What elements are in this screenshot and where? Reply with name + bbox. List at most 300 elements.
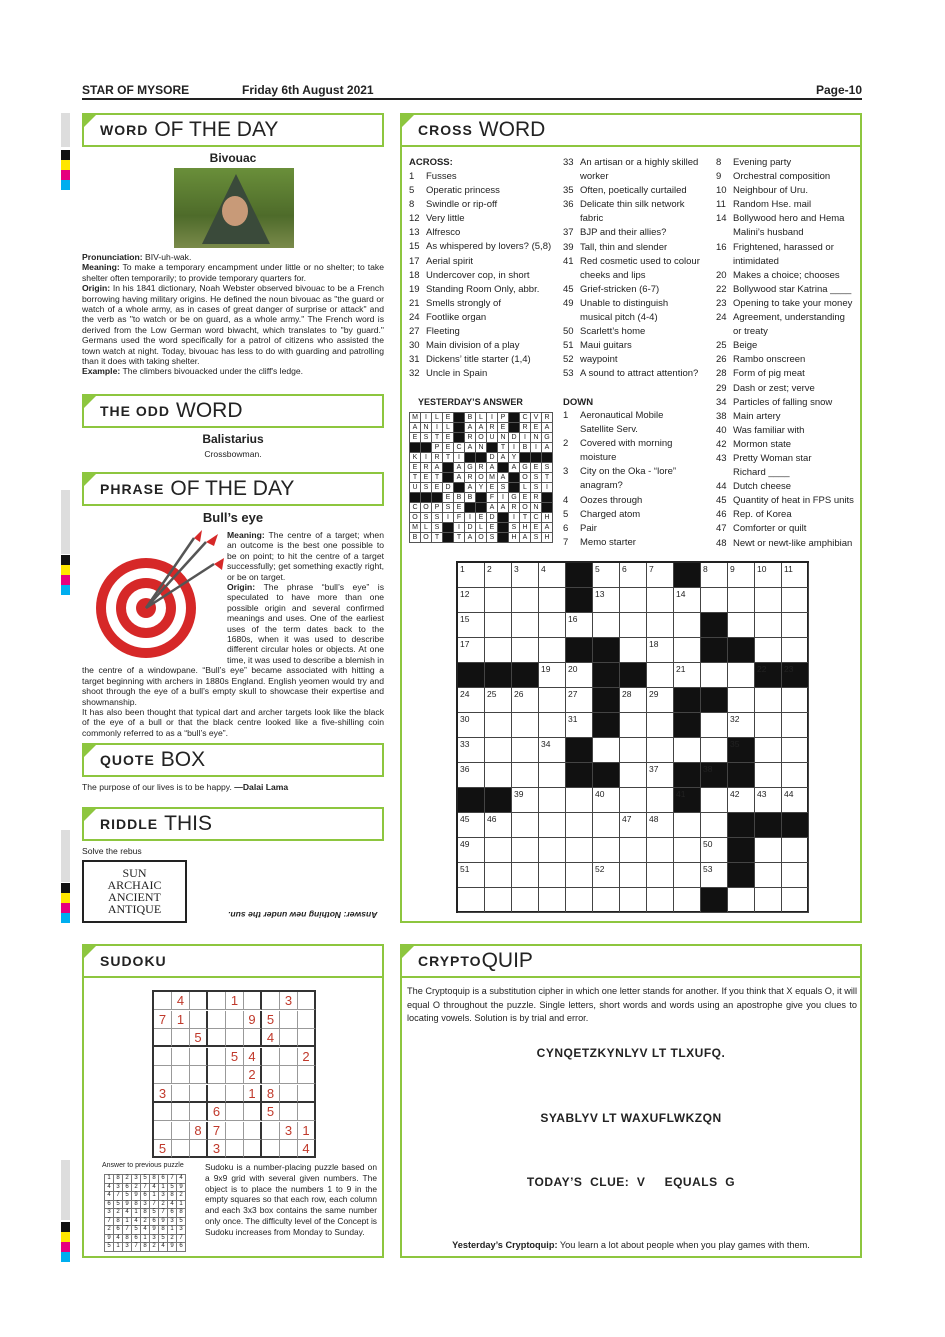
clue-text: Quantity of heat in FPS units xyxy=(733,495,854,507)
grid-cell[interactable] xyxy=(512,863,539,888)
cell-number: 5 xyxy=(595,564,600,574)
sudoku-cell[interactable]: 7 xyxy=(208,1122,226,1140)
sudoku-cell[interactable]: 7 xyxy=(154,1011,172,1029)
clue xyxy=(563,226,713,240)
grid-cell[interactable] xyxy=(539,738,566,763)
grid-cell[interactable] xyxy=(647,738,674,763)
grid-cell[interactable] xyxy=(539,838,566,863)
grid-cell[interactable] xyxy=(566,888,593,913)
clue-text: Dickens’ title starter (1,4) xyxy=(426,354,531,366)
grid-cell[interactable] xyxy=(566,813,593,838)
grid-cell[interactable] xyxy=(782,863,809,888)
answer-cell: S xyxy=(498,483,509,493)
black-cell xyxy=(674,788,701,813)
sudoku-cell[interactable]: 2 xyxy=(298,1048,316,1066)
sudoku-cell[interactable] xyxy=(190,992,208,1010)
grid-cell[interactable] xyxy=(755,588,782,613)
grid-cell[interactable] xyxy=(485,688,512,713)
clue-text: Rambo onscreen xyxy=(733,354,806,366)
grid-cell[interactable] xyxy=(755,838,782,863)
grid-cell[interactable] xyxy=(782,838,809,863)
grid-cell[interactable] xyxy=(539,788,566,813)
grid-cell[interactable] xyxy=(620,588,647,613)
clue-number: 24 xyxy=(409,311,420,323)
grid-cell[interactable] xyxy=(458,613,485,638)
sudoku-cell[interactable] xyxy=(280,1011,298,1029)
grid-cell[interactable] xyxy=(674,613,701,638)
sudoku-cell[interactable] xyxy=(262,1066,280,1084)
answer-cell: I xyxy=(509,443,520,453)
black-cell xyxy=(512,663,539,688)
sudoku-cell[interactable]: 2 xyxy=(244,1066,262,1084)
sudoku-cell[interactable] xyxy=(226,1066,244,1084)
sudoku-cell[interactable] xyxy=(244,1103,262,1121)
sudoku-cell[interactable]: 5 xyxy=(154,1140,172,1158)
grid-cell[interactable] xyxy=(458,888,485,913)
grid-cell[interactable] xyxy=(647,888,674,913)
grid-cell[interactable] xyxy=(620,688,647,713)
grid-cell[interactable] xyxy=(755,563,782,588)
answer-cell: A xyxy=(454,463,465,473)
grid-cell[interactable] xyxy=(620,788,647,813)
grid-cell[interactable] xyxy=(593,738,620,763)
answer-cell: 8 xyxy=(168,1192,177,1201)
grid-cell[interactable] xyxy=(755,738,782,763)
sudoku-cell[interactable] xyxy=(298,1066,316,1084)
grid-cell[interactable] xyxy=(458,738,485,763)
grid-cell[interactable] xyxy=(512,713,539,738)
answer-cell: G xyxy=(542,433,553,443)
grid-cell[interactable] xyxy=(620,563,647,588)
grid-cell[interactable] xyxy=(512,688,539,713)
grid-cell[interactable] xyxy=(458,563,485,588)
grid-cell[interactable] xyxy=(485,713,512,738)
grid-cell[interactable] xyxy=(620,838,647,863)
sudoku-cell[interactable] xyxy=(226,1085,244,1103)
sudoku-cell[interactable] xyxy=(190,1048,208,1066)
grid-cell[interactable] xyxy=(782,713,809,738)
grid-cell[interactable] xyxy=(728,663,755,688)
answer-cell: 4 xyxy=(105,1192,114,1201)
cell-number: 2 xyxy=(487,564,492,574)
sudoku-cell[interactable]: 4 xyxy=(262,1029,280,1047)
grid-cell[interactable] xyxy=(566,788,593,813)
answer-cell: A xyxy=(520,533,531,543)
grid-cell[interactable] xyxy=(647,863,674,888)
grid-cell[interactable] xyxy=(512,763,539,788)
clue-number: 12 xyxy=(409,213,420,225)
answer-cell: P xyxy=(432,443,443,453)
grid-cell[interactable] xyxy=(782,613,809,638)
grid-cell[interactable] xyxy=(566,838,593,863)
grid-cell[interactable] xyxy=(485,888,512,913)
sudoku-cell[interactable] xyxy=(226,1029,244,1047)
sudoku-cell[interactable] xyxy=(262,992,280,1010)
sudoku-cell[interactable]: 8 xyxy=(262,1085,280,1103)
grid-cell[interactable] xyxy=(620,863,647,888)
grid-cell[interactable] xyxy=(647,688,674,713)
grid-cell[interactable] xyxy=(593,813,620,838)
sudoku-cell[interactable] xyxy=(298,1085,316,1103)
grid-cell[interactable] xyxy=(647,613,674,638)
grid-cell[interactable] xyxy=(512,788,539,813)
grid-cell[interactable] xyxy=(674,738,701,763)
answer-cell: T xyxy=(432,473,443,483)
grid-cell[interactable] xyxy=(782,563,809,588)
grid-cell[interactable] xyxy=(512,738,539,763)
sudoku-cell[interactable] xyxy=(190,1085,208,1103)
grid-cell[interactable] xyxy=(647,588,674,613)
sudoku-cell[interactable] xyxy=(298,1011,316,1029)
clue-text: waypoint xyxy=(580,354,618,366)
grid-cell[interactable] xyxy=(728,613,755,638)
grid-cell[interactable] xyxy=(647,563,674,588)
clue-number: 1 xyxy=(409,171,415,182)
grid-cell[interactable] xyxy=(701,838,728,863)
cell-number: 38 xyxy=(703,764,713,774)
grid-cell[interactable] xyxy=(566,688,593,713)
grid-cell[interactable] xyxy=(755,788,782,813)
grid-cell[interactable] xyxy=(782,888,809,913)
sudoku-cell[interactable]: 1 xyxy=(244,1085,262,1103)
clue-number xyxy=(563,212,580,226)
black-cell xyxy=(485,663,512,688)
cell-number: 47 xyxy=(622,814,632,824)
clue-text: Dash or zest; verve xyxy=(733,382,815,394)
grid-cell[interactable] xyxy=(647,763,674,788)
grid-cell[interactable] xyxy=(539,588,566,613)
sudoku-cell[interactable]: 5 xyxy=(262,1103,280,1121)
sudoku-cell[interactable]: 1 xyxy=(226,992,244,1010)
clue xyxy=(563,325,713,339)
answer-cell: D xyxy=(509,433,520,443)
sudoku-cell[interactable] xyxy=(298,1029,316,1047)
sudoku-cell[interactable]: 4 xyxy=(298,1140,316,1158)
grid-cell[interactable] xyxy=(674,838,701,863)
sudoku-cell[interactable] xyxy=(280,1029,298,1047)
grid-cell[interactable] xyxy=(539,888,566,913)
grid-cell[interactable] xyxy=(782,588,809,613)
sudoku-cell[interactable] xyxy=(298,992,316,1010)
grid-cell[interactable] xyxy=(458,713,485,738)
clue xyxy=(716,269,861,283)
page-number: Page-10 xyxy=(815,83,862,97)
grid-cell[interactable] xyxy=(566,613,593,638)
grid-cell[interactable] xyxy=(458,763,485,788)
sudoku-cell[interactable]: 4 xyxy=(172,992,190,1010)
grid-cell[interactable] xyxy=(755,688,782,713)
grid-cell[interactable] xyxy=(512,813,539,838)
grid-cell[interactable] xyxy=(755,613,782,638)
answer-cell: 5 xyxy=(177,1217,186,1226)
grid-cell[interactable] xyxy=(593,863,620,888)
sudoku-cell[interactable] xyxy=(154,1066,172,1084)
grid-cell[interactable] xyxy=(674,663,701,688)
sudoku-cell[interactable] xyxy=(226,1011,244,1029)
grid-cell[interactable] xyxy=(782,788,809,813)
grid-cell[interactable] xyxy=(593,788,620,813)
sudoku-cell[interactable] xyxy=(190,1066,208,1084)
black-cell xyxy=(566,738,593,763)
sudoku-cell[interactable] xyxy=(208,1085,226,1103)
grid-cell[interactable] xyxy=(539,813,566,838)
answer-cell xyxy=(410,443,421,453)
grid-cell[interactable] xyxy=(620,888,647,913)
answer-cell: 8 xyxy=(177,1209,186,1218)
sudoku-cell[interactable] xyxy=(172,1029,190,1047)
clue-text: Mormon state xyxy=(733,438,792,450)
sudoku-cell[interactable] xyxy=(154,1103,172,1121)
grid-cell[interactable] xyxy=(782,688,809,713)
sudoku-cell[interactable] xyxy=(190,1011,208,1029)
grid-cell[interactable] xyxy=(620,613,647,638)
grid-cell[interactable] xyxy=(647,788,674,813)
sudoku-cell[interactable]: 3 xyxy=(154,1085,172,1103)
sudoku-cell[interactable] xyxy=(244,1140,262,1158)
grid-cell[interactable] xyxy=(701,738,728,763)
sudoku-cell[interactable] xyxy=(280,1066,298,1084)
grid-cell[interactable] xyxy=(566,863,593,888)
sudoku-cell[interactable] xyxy=(244,992,262,1010)
cell-number: 31 xyxy=(568,714,578,724)
cell-number: 13 xyxy=(595,589,605,599)
grid-cell[interactable] xyxy=(728,888,755,913)
sudoku-cell[interactable]: 3 xyxy=(208,1140,226,1158)
clue xyxy=(409,198,559,212)
grid-cell[interactable] xyxy=(647,838,674,863)
sudoku-cell[interactable]: 6 xyxy=(208,1103,226,1121)
grid-cell[interactable] xyxy=(539,863,566,888)
sudoku-cell[interactable] xyxy=(172,1048,190,1066)
sudoku-cell[interactable]: 1 xyxy=(298,1122,316,1140)
grid-cell[interactable] xyxy=(485,838,512,863)
clue-number: 52 xyxy=(563,354,574,366)
grid-cell[interactable] xyxy=(458,863,485,888)
cell-number: 46 xyxy=(487,814,497,824)
clue-text: Very little xyxy=(426,213,465,225)
grid-cell[interactable] xyxy=(566,663,593,688)
grid-cell[interactable] xyxy=(512,888,539,913)
grid-cell[interactable] xyxy=(620,713,647,738)
grid-cell[interactable] xyxy=(755,763,782,788)
grid-cell[interactable] xyxy=(485,763,512,788)
grid-cell[interactable] xyxy=(647,813,674,838)
grid-cell[interactable] xyxy=(485,563,512,588)
grid-cell[interactable] xyxy=(593,838,620,863)
sudoku-cell[interactable]: 8 xyxy=(190,1122,208,1140)
answer-cell: A xyxy=(465,423,476,433)
grid-cell[interactable] xyxy=(701,788,728,813)
sudoku-cell[interactable] xyxy=(280,1085,298,1103)
grid-cell[interactable] xyxy=(566,713,593,738)
sudoku-cell[interactable] xyxy=(208,1066,226,1084)
grid-cell[interactable] xyxy=(674,638,701,663)
origin: In his 1841 dictionary, Noah Webster observed bivouac to be a French borrowing having military origins. He defined the noun bivouac as "the guard or watch of a whole army, as in cases of great danger of surprise or attack" and the verb as "to watch or be on guard, as a whole army." The French word is derived from the Low German word biwacht, which translates to "by guard." Germans used the word specifically for a patrol of citizens who assisted the town watch at night. Today, bivouac has less to do with guarding and patrolling than it does with taking shelter. xyxy=(82,283,384,367)
grid-cell[interactable] xyxy=(593,613,620,638)
sudoku-cell[interactable] xyxy=(154,1122,172,1140)
sudoku-cell[interactable] xyxy=(226,1140,244,1158)
answer-cell: I xyxy=(531,443,542,453)
grid-cell[interactable] xyxy=(485,863,512,888)
sudoku-cell[interactable] xyxy=(244,1122,262,1140)
answer-cell: U xyxy=(410,483,421,493)
sudoku-cell[interactable] xyxy=(226,1122,244,1140)
grid-cell[interactable] xyxy=(674,863,701,888)
sudoku-cell[interactable] xyxy=(280,1103,298,1121)
grid-cell[interactable] xyxy=(674,888,701,913)
grid-cell[interactable] xyxy=(539,638,566,663)
grid-cell[interactable] xyxy=(485,738,512,763)
grid-cell[interactable] xyxy=(620,738,647,763)
sudoku-cell[interactable] xyxy=(172,1122,190,1140)
clue-number: 4 xyxy=(563,494,569,506)
grid-cell[interactable] xyxy=(458,638,485,663)
grid-cell[interactable] xyxy=(458,588,485,613)
sudoku-cell[interactable]: 3 xyxy=(280,992,298,1010)
sudoku-cell[interactable] xyxy=(172,1066,190,1084)
grid-cell[interactable] xyxy=(782,738,809,763)
clue-number: 28 xyxy=(716,368,727,380)
grid-cell[interactable] xyxy=(701,663,728,688)
grid-cell[interactable] xyxy=(620,763,647,788)
grid-cell[interactable] xyxy=(701,588,728,613)
grid-cell[interactable] xyxy=(539,613,566,638)
grid-cell[interactable] xyxy=(728,713,755,738)
grid-cell[interactable] xyxy=(458,838,485,863)
side-bar xyxy=(61,113,70,147)
grid-cell[interactable] xyxy=(485,613,512,638)
grid-cell[interactable] xyxy=(701,813,728,838)
grid-cell[interactable] xyxy=(458,688,485,713)
sudoku-cell[interactable]: 5 xyxy=(190,1029,208,1047)
clue-number: 48 xyxy=(716,537,727,549)
grid-cell[interactable] xyxy=(593,588,620,613)
grid-cell[interactable] xyxy=(728,688,755,713)
clue xyxy=(716,339,861,353)
clue-number: 46 xyxy=(716,509,727,521)
answer-cell: 1 xyxy=(123,1217,132,1226)
grid-cell[interactable] xyxy=(782,638,809,663)
grid-cell[interactable] xyxy=(485,588,512,613)
sudoku-cell[interactable] xyxy=(262,1122,280,1140)
grid-cell[interactable] xyxy=(701,863,728,888)
sudoku-cell[interactable]: 9 xyxy=(244,1011,262,1029)
sudoku-cell[interactable] xyxy=(154,1029,172,1047)
grid-cell[interactable] xyxy=(539,763,566,788)
answer-cell: I xyxy=(520,433,531,443)
sudoku-cell[interactable]: 5 xyxy=(262,1011,280,1029)
sudoku-description: Sudoku is a number-placing puzzle based on a 9x9 grid with several given numbers. The object is to place the numbers 1 to 9 in the empty squares so that each row, each column and each 3x3 box contains the same number only once. The difficulty level of the Concept is Sudoku increases from Monday to Sunday. xyxy=(205,1162,377,1237)
grid-cell[interactable] xyxy=(512,563,539,588)
sudoku-cell[interactable]: 3 xyxy=(280,1122,298,1140)
grid-cell[interactable] xyxy=(755,713,782,738)
sudoku-cell[interactable] xyxy=(226,1103,244,1121)
grid-cell[interactable] xyxy=(539,663,566,688)
answer-cell: I xyxy=(465,513,476,523)
answer-cell: 3 xyxy=(132,1175,141,1184)
grid-cell[interactable] xyxy=(539,688,566,713)
answer-cell: E xyxy=(498,423,509,433)
grid-cell[interactable] xyxy=(539,563,566,588)
sudoku-cell[interactable] xyxy=(298,1103,316,1121)
sudoku-cell[interactable] xyxy=(190,1103,208,1121)
grid-cell[interactable] xyxy=(620,813,647,838)
title-small: QUOTE xyxy=(100,752,155,768)
grid-cell[interactable] xyxy=(755,638,782,663)
sudoku-cell[interactable] xyxy=(280,1140,298,1158)
grid-cell[interactable] xyxy=(512,613,539,638)
grid-cell[interactable] xyxy=(755,888,782,913)
grid-cell[interactable] xyxy=(728,788,755,813)
sudoku-cell[interactable] xyxy=(154,992,172,1010)
grid-cell[interactable] xyxy=(512,838,539,863)
grid-cell[interactable] xyxy=(701,563,728,588)
sudoku-cell[interactable] xyxy=(154,1048,172,1066)
grid-cell[interactable] xyxy=(674,588,701,613)
yesterday-heading: YESTERDAY’S ANSWER xyxy=(418,397,523,407)
clue-text: Neighbour of Uru. xyxy=(733,185,808,197)
grid-cell[interactable] xyxy=(485,813,512,838)
answer-cell: E xyxy=(443,443,454,453)
sudoku-cell[interactable] xyxy=(172,1103,190,1121)
sudoku-cell[interactable] xyxy=(244,1029,262,1047)
sudoku-cell[interactable]: 1 xyxy=(172,1011,190,1029)
sudoku-cell[interactable] xyxy=(208,1048,226,1066)
clue-number: 45 xyxy=(563,283,574,295)
grid-cell[interactable] xyxy=(728,563,755,588)
sudoku-cell[interactable]: 4 xyxy=(244,1048,262,1066)
grid-cell[interactable] xyxy=(647,663,674,688)
grid-cell[interactable] xyxy=(755,863,782,888)
grid-cell[interactable] xyxy=(593,888,620,913)
sudoku-cell[interactable] xyxy=(208,1029,226,1047)
clue-number: 44 xyxy=(716,481,727,493)
sudoku-cell[interactable] xyxy=(262,1048,280,1066)
grid-cell[interactable] xyxy=(485,638,512,663)
sudoku-cell[interactable] xyxy=(172,1085,190,1103)
grid-cell[interactable] xyxy=(593,563,620,588)
answer-cell: D xyxy=(465,523,476,533)
grid-cell[interactable] xyxy=(620,638,647,663)
answer-cell: E xyxy=(410,463,421,473)
grid-cell[interactable] xyxy=(782,763,809,788)
grid-cell[interactable] xyxy=(539,713,566,738)
clue xyxy=(409,170,559,184)
sudoku-cell[interactable] xyxy=(190,1140,208,1158)
answer-cell: 3 xyxy=(123,1243,132,1252)
grid-cell[interactable] xyxy=(512,638,539,663)
grid-cell[interactable] xyxy=(512,588,539,613)
sudoku-cell[interactable] xyxy=(280,1048,298,1066)
clue-number: 24 xyxy=(716,312,727,324)
sudoku-cell[interactable] xyxy=(262,1140,280,1158)
sudoku-cell[interactable] xyxy=(208,992,226,1010)
grid-cell[interactable] xyxy=(728,588,755,613)
cell-number: 24 xyxy=(460,689,470,699)
sudoku-cell[interactable]: 5 xyxy=(226,1048,244,1066)
answer-cell: N xyxy=(476,443,487,453)
side-bar xyxy=(61,1160,70,1220)
grid-cell[interactable] xyxy=(647,713,674,738)
grid-cell[interactable] xyxy=(458,813,485,838)
answer-cell: 8 xyxy=(150,1175,159,1184)
sudoku-cell[interactable] xyxy=(208,1011,226,1029)
clue-text: As whispered by lovers? (5,8) xyxy=(426,241,552,253)
grid-cell[interactable] xyxy=(674,813,701,838)
grid-cell[interactable] xyxy=(647,638,674,663)
grid-cell[interactable] xyxy=(701,713,728,738)
sudoku-cell[interactable] xyxy=(172,1140,190,1158)
